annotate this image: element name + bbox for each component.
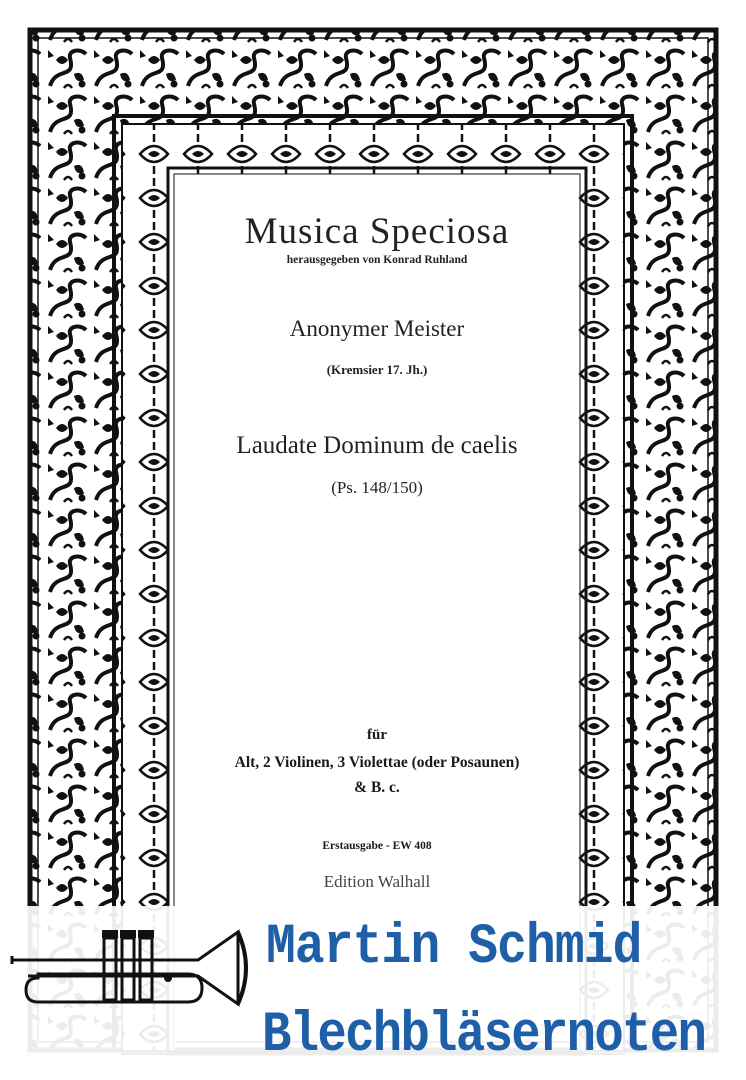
watermark-line1: Martin Schmid [266, 916, 642, 980]
edition-number: Erstausgabe - EW 408 [322, 840, 432, 852]
instrumentation: Alt, 2 Violinen, 3 Violettae (oder Posaunen) [234, 754, 520, 771]
watermark-line2: Blechbläsernoten [262, 1004, 706, 1068]
trumpet-icon [8, 918, 270, 1018]
series-title: Musica Speciosa [244, 211, 510, 252]
composer-name: Anonymer Meister [289, 316, 465, 341]
continuo: & B. c. [354, 779, 400, 796]
series-editor: herausgegeben von Konrad Ruhland [286, 254, 468, 266]
for-label: für [367, 727, 387, 743]
publisher-name: Edition Walhall [323, 872, 431, 891]
title-panel [176, 176, 578, 910]
work-subtitle: (Ps. 148/150) [331, 478, 423, 497]
composer-origin: (Kremsier 17. Jh.) [326, 362, 428, 377]
work-title: Laudate Dominum de caelis [236, 432, 518, 459]
